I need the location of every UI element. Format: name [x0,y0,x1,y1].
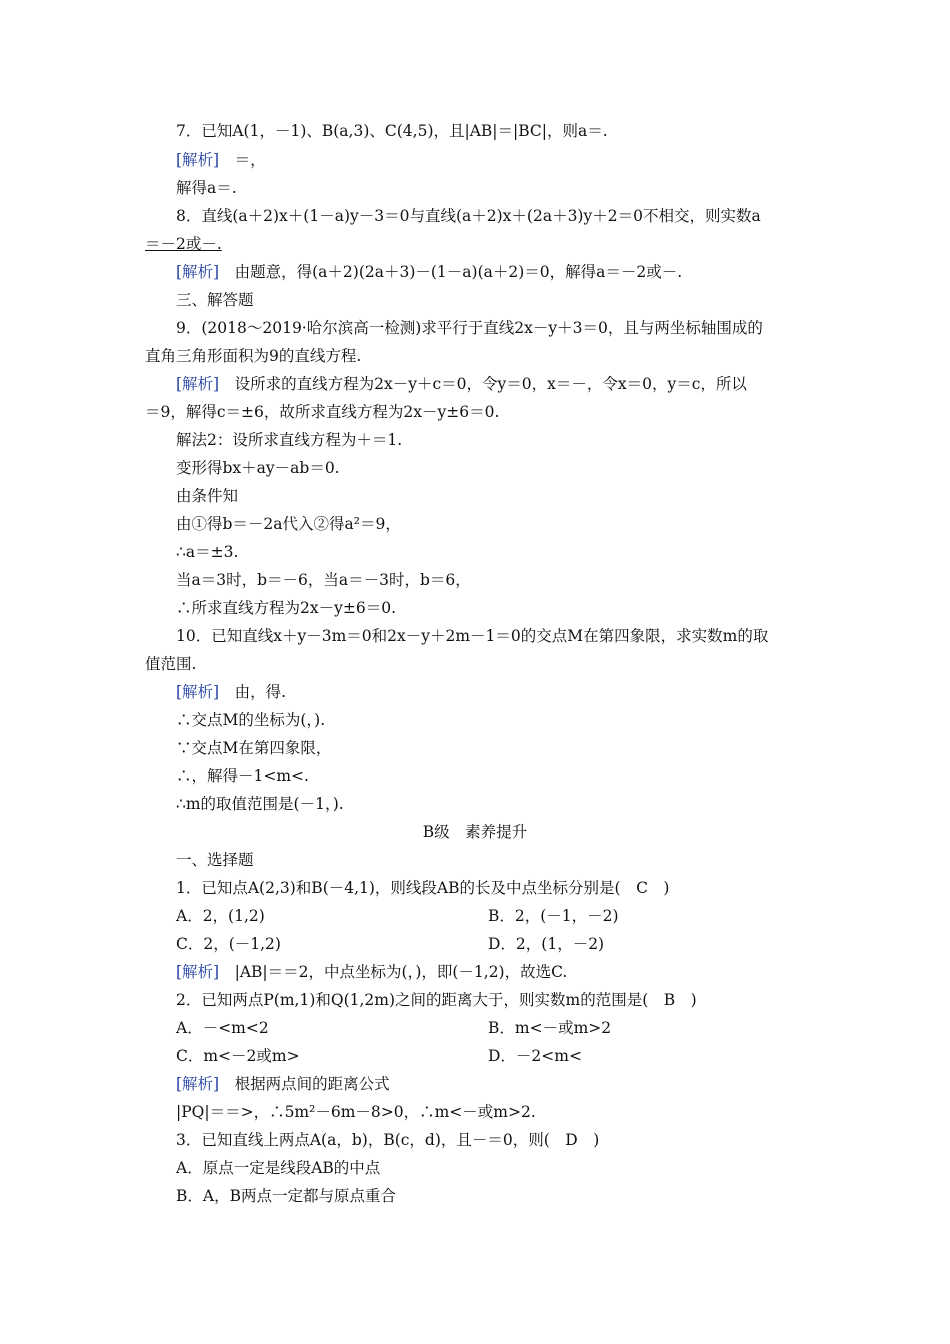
solution-b2 [176,1074,390,1094]
section-heading-3: 三、解答题 [176,291,254,309]
option-b: B．A，B两点一定都与原点重合 [176,1187,396,1205]
solution-9-step: 由条件知 [176,487,239,505]
solution-label: [解析] [176,963,220,981]
option-b: B．2，(－1，－2) [488,907,619,925]
option-a: A．2，(1,2) [176,907,265,925]
question-9-line2: 直角三角形面积为9的直线方程. [145,347,362,365]
solution-7 [176,150,266,170]
solution-9-step: 当a＝3时，b＝－6，当a＝－3时，b＝6， [176,571,471,589]
solution-text: 设所求的直线方程为2x－y＋c＝0，令y＝0，x＝－，令x＝0，y＝c，所以 [234,375,747,393]
solution-text: 由题意，得(a＋2)(2a＋3)－(1－a)(a＋2)＝0，解得a＝－2或－. [234,263,683,281]
solution-9-step: 变形得bx＋ay－ab＝0. [176,459,340,477]
question-9-line1: 9．(2018～2019·哈尔滨高一检测)求平行于直线2x－y＋3＝0，且与两坐标轴围成的 [176,319,763,337]
solution-10-step: ∴交点M的坐标为(，). [176,711,326,729]
solution-label: [解析] [176,263,220,281]
solution-label: [解析] [176,151,220,169]
solution-10 [176,682,286,702]
solution-8 [176,262,682,282]
solution-10-step: ∵交点M在第四象限， [176,739,332,757]
option-c: C．2，(－1,2) [176,935,281,953]
solution-7-result: 解得a＝. [176,179,237,197]
option-c: C．m<－2或m> [176,1047,300,1065]
solution-text: |AB|＝＝2，中点坐标为(，)，即(－1,2)，故选C. [234,963,568,981]
solution-9-step: 由①得b＝－2a代入②得a²＝9， [176,515,401,533]
solution-label: [解析] [176,375,220,393]
option-d: D．2，(1，－2) [488,935,605,953]
question-10-line1: 10．已知直线x＋y－3m＝0和2x－y＋2m－1＝0的交点M在第四象限，求实数m的取 [176,627,769,645]
question-10-line2: 值范围. [145,655,197,673]
solution-9-method2: 解法2：设所求直线方程为＋＝1. [176,431,403,449]
solution-label: [解析] [176,1075,220,1093]
level-heading: B级 素养提升 [422,823,528,841]
section-heading-1: 一、选择题 [176,851,254,869]
solution-9-cont: ＝9，解得c＝±6，故所求直线方程为2x－y±6＝0. [145,403,500,421]
question-8-line1: 8．直线(a＋2)x＋(1－a)y－3＝0与直线(a＋2)x＋(2a＋3)y＋2＝0不相交，则实数a [176,207,761,225]
solution-9-step: ∴所求直线方程为2x－y±6＝0. [176,599,396,617]
solution-10-step: ∴m的取值范围是(－1，). [176,795,344,813]
question-b3: 3．已知直线上两点A(a，b)，B(c，d)，且－＝0，则( D ) [176,1131,600,1149]
solution-10-step: ∴，解得－1<m<. [176,767,309,785]
answer-8: ＝－2或－. [145,235,222,253]
solution-label: [解析] [176,683,220,701]
solution-9-step: ∴a＝±3. [176,543,239,561]
solution-b2-step: |PQ|＝＝>，∴5m²－6m－8>0，∴m<－或m>2. [176,1103,536,1121]
option-b: B．m<－或m>2 [488,1019,612,1037]
solution-text: ＝， [234,151,266,169]
question-8-line2 [145,234,222,254]
option-a: A．－<m<2 [176,1019,269,1037]
solution-text: 由，得. [234,683,287,701]
solution-9 [176,374,747,394]
solution-text: 根据两点间的距离公式 [234,1075,390,1093]
question-b2: 2．已知两点P(m,1)和Q(1,2m)之间的距离大于，则实数m的范围是( B ) [176,991,697,1009]
question-7: 7．已知A(1，－1)、B(a,3)、C(4,5)，且|AB|＝|BC|，则a＝. [176,122,608,140]
option-a: A．原点一定是线段AB的中点 [176,1159,381,1177]
question-b1: 1．已知点A(2,3)和B(－4,1)，则线段AB的长及中点坐标分别是( C ) [176,879,670,897]
option-d: D．－2<m< [488,1047,582,1065]
solution-b1 [176,962,567,982]
